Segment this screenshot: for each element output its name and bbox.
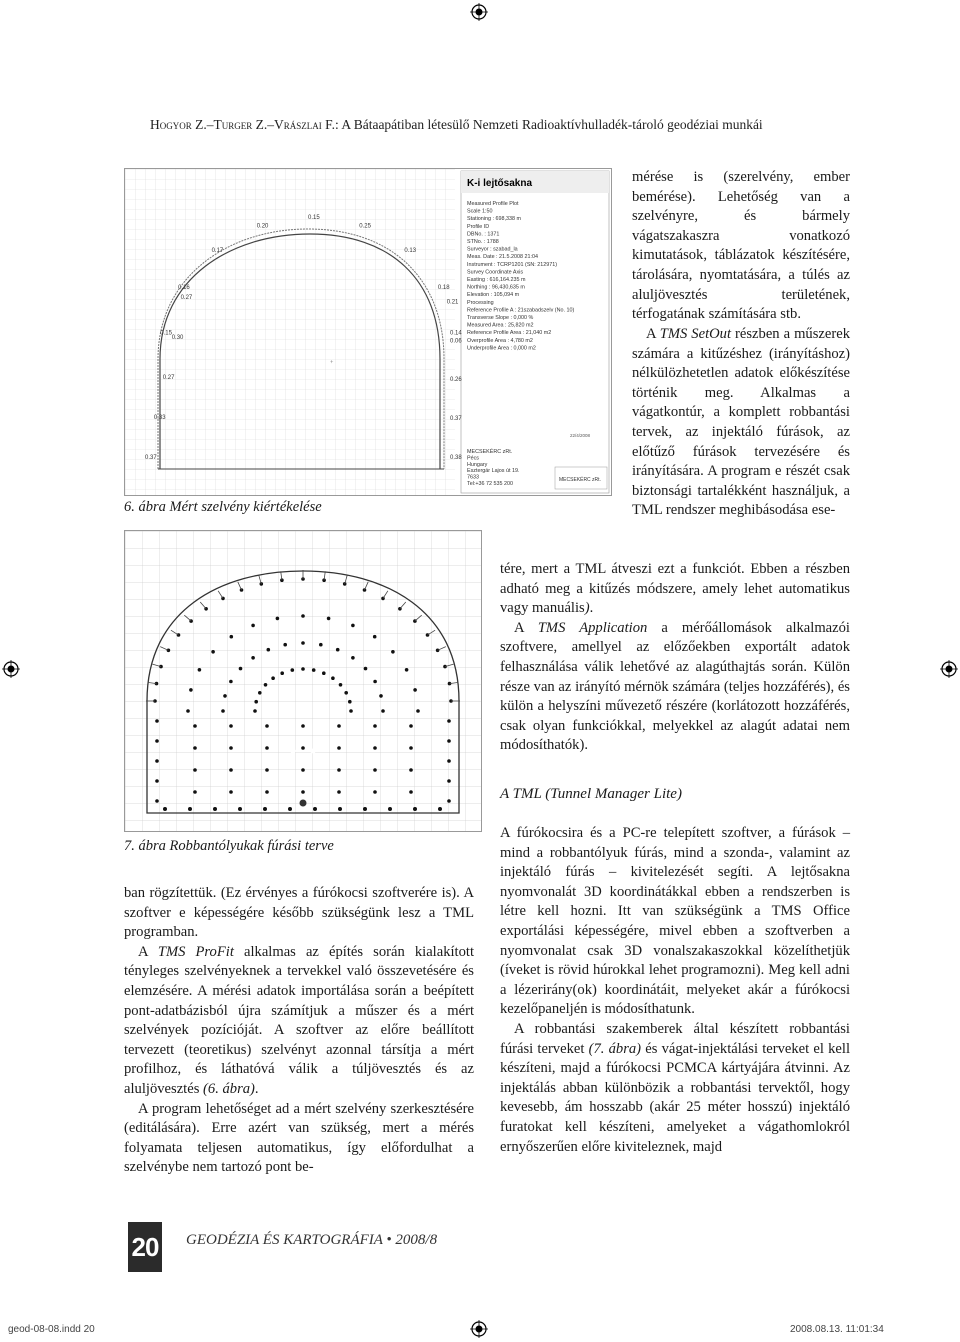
blast-hole xyxy=(391,650,395,654)
blast-hole xyxy=(188,807,192,811)
blast-hole xyxy=(373,746,377,750)
registration-mark-icon xyxy=(940,660,958,678)
overbreak-value-label: 0.26 xyxy=(450,377,462,384)
blast-hole xyxy=(413,807,417,811)
blast-hole xyxy=(230,635,234,639)
overbreak-value-label: 0.20 xyxy=(256,223,269,230)
registration-mark-icon xyxy=(2,660,20,678)
blast-hole xyxy=(251,656,255,660)
blast-hole xyxy=(447,799,451,803)
blast-hole xyxy=(301,667,305,671)
figure-7-image xyxy=(124,530,482,832)
blast-hole xyxy=(193,790,197,794)
blast-hole xyxy=(373,790,377,794)
overbreak-value-label: 0.25 xyxy=(359,223,371,230)
panel-line: Profile ID xyxy=(467,223,490,230)
blast-hole xyxy=(312,668,316,672)
paragraph-profit: A TMS ProFit alkalmas az építés során kialakított tényleges szelvényeknek a tervekkel való összevetésére és elemzésére. A mérési adatok importálása során a beépített pont-adatbázisból újra számítjuk a műszer és a mért szelvények pozícióját. A szoftver az előre beállított tervezett (teoretikus) szelvényt azonnal társítja a mért profilhoz, és láthatóvá válik a túljövesztés és az aluljövesztés (6. ábra). xyxy=(124,943,475,1097)
panel-line: Measured Area : 25,820 m2 xyxy=(467,322,534,329)
figure-7-caption: 7. ábra Robbantólyukak fúrási terve xyxy=(124,838,334,854)
blast-hole xyxy=(239,667,243,671)
blast-hole xyxy=(193,768,197,772)
panel-line: Northing : 96,430,635 m xyxy=(467,284,525,291)
blast-hole xyxy=(258,691,262,695)
blast-hole xyxy=(337,724,341,728)
panel-line: Instrument : TCRP1201 (SN: 212971) xyxy=(467,261,558,268)
blast-hole xyxy=(301,724,305,728)
panel-line: Surveyor : szabad_la xyxy=(467,246,518,253)
panel-line: Elevation : 105,094 m xyxy=(467,292,520,299)
blast-hole xyxy=(327,617,331,621)
blast-hole xyxy=(167,649,171,653)
blast-hole xyxy=(413,688,417,692)
blast-hole xyxy=(348,700,352,704)
blast-hole xyxy=(447,779,451,783)
blast-hole xyxy=(211,650,215,654)
stamp-text: 22/4/2008 xyxy=(570,433,591,438)
panel-line: STNo. : 1788 xyxy=(467,239,499,245)
paragraph-setout: A TMS SetOut részben a műszerek számára a kitűzéshez (irányításhoz) nélkülözhetetlen adatok előkészítése történik meg. Alkalmas a vágatkontúr, a komplett robbantási tervek, az injektáló fúrások, az előtűző fúrások tervezésére és irányítására. A program e részét csak biztonsági tartalékként használjuk, a TML rendszer meghibásodása ese- xyxy=(632,326,850,519)
blast-hole xyxy=(283,643,287,647)
blast-hole xyxy=(409,768,413,772)
blast-hole xyxy=(381,709,385,713)
blast-hole xyxy=(416,709,420,713)
blast-hole xyxy=(280,671,284,675)
overbreak-value-label: 0.38 xyxy=(450,455,462,461)
blast-hole xyxy=(238,807,242,811)
paragraph-continuation: tére, mert a TML átveszi ezt a funkciót. Ebben a részben adható meg a kitűzés módszere, amely lehet automatikus vagy manuális). xyxy=(500,561,850,617)
overbreak-value-label: 0.17 xyxy=(211,247,224,254)
blast-hole xyxy=(336,648,340,652)
blast-hole xyxy=(331,676,335,680)
blast-hole xyxy=(301,761,306,766)
blast-hole xyxy=(351,624,355,628)
paragraph-application: A TMS Application a mérőállomások alkalmazói szoftvere, amellyel az előzőekben exportált adatok felhasználása válik lehetővé az alagúthajtás során. Külön része van az irányító mérnök számára (teljes hozzáférés), és külön a helyszíni művezető részére (korlátozott hozzáférés, csak olyan funkciókkal, melyekkel az alagút adatai nem módosíthatók). xyxy=(500,619,850,754)
overbreak-value-label: 0.21 xyxy=(446,299,459,306)
panel-line: Stationing : 698,338 m xyxy=(467,216,521,223)
blast-hole xyxy=(409,746,413,750)
blast-hole xyxy=(339,683,343,687)
panel-line: Reference Profile A : 21szabadszelv (No. 10) xyxy=(467,307,575,314)
blast-hole xyxy=(301,614,305,618)
blast-hole xyxy=(337,746,341,750)
blast-hole xyxy=(337,790,341,794)
overbreak-value-label: 0.30 xyxy=(171,335,184,341)
blast-hole xyxy=(189,688,193,692)
measured-profile-plot xyxy=(125,169,611,495)
overbreak-value-label: 0.33 xyxy=(153,415,166,421)
company-line: Pécs xyxy=(467,455,479,462)
blast-hole xyxy=(373,768,377,772)
blast-hole xyxy=(251,624,255,628)
blast-hole xyxy=(291,749,296,754)
panel-line: Processing xyxy=(467,299,494,306)
blast-hole xyxy=(193,724,197,728)
right-column-narrow-2 xyxy=(632,325,850,521)
blast-hole xyxy=(301,641,305,645)
paragraph: A fúrókocsira és a PC-re telepített szoftver, a fúrások – mind a robbantólyuk fúrás, mind a szonda-, valamint az injektáló fúrás – kivitelezését segíti. A lejtősakna nyomvonalát 3D koordinátákkal ebben a rendszerben is létre kell hozni. Itt van szükségünk a TMS Office exportálási képességére, mivel ebben a szoftverben a nyomvonalat csak 3D vonalszakaszokkal közelíthetjük (íveket is rövid húrokkal lehet programozni). Meg kell adni a lézerirány(ok) koordinátáit, melyeket akár a fúrókocsi kezelőpaneljén is módosíthatunk. xyxy=(500,825,850,1018)
blast-hole xyxy=(229,746,233,750)
company-line: Esztergár Lajos út 19. xyxy=(467,468,520,475)
blast-hole xyxy=(364,667,368,671)
blast-hole xyxy=(373,724,377,728)
blast-hole xyxy=(447,719,451,723)
blast-hole xyxy=(254,700,258,704)
panel-line: Survey Coordinate Axis xyxy=(467,269,524,276)
blast-hole xyxy=(155,759,159,763)
blast-hole xyxy=(409,790,413,794)
logo-text: MECSEKÉRC zRt. xyxy=(559,477,601,483)
right-column-wide xyxy=(500,560,850,756)
blast-hole xyxy=(265,790,269,794)
blast-hole xyxy=(388,807,392,811)
blast-hole xyxy=(223,694,227,698)
blast-hole xyxy=(229,790,233,794)
panel-line: DBNo. : 1371 xyxy=(467,231,500,238)
blast-hole xyxy=(436,649,440,653)
blast-hole xyxy=(447,759,451,763)
blast-hole xyxy=(313,807,317,811)
overbreak-value-label: 0.27 xyxy=(180,295,193,301)
overbreak-value-label: 0.13 xyxy=(404,247,417,254)
paragraph: A program lehetőséget ad a mért szelvény szerkesztésére (editálására). Erre azért van szükség, mert a mérés folyamata teljesen automatikus, így előfordulhat a szelvénybe nem tartozó pont be- xyxy=(124,1100,474,1176)
blast-hole xyxy=(267,648,271,652)
blast-hole xyxy=(349,709,353,713)
paragraph-robbantas: A robbantási szakemberek által készített robbantási fúrási terveket (7. ábra) és vágat-injektálási terveket el kell készíteni, majd a fúrókocsi PCMCA kártyájára átvinni. Az injektálás abban különbözik a robbantási tervektől, hogy kevesebb, ám hosszabb (akár 25 méter hosszú) injektáló furatokat kell készíteni, amelyeket a vágathomlokról ernyőszerűen előre kiviteleznek, majd xyxy=(500,1020,850,1155)
blast-hole xyxy=(301,768,305,772)
blast-hole xyxy=(363,807,367,811)
section-heading: A TML (Tunnel Manager Lite) xyxy=(500,786,682,802)
company-line: MECSEKÉRC zRt. xyxy=(467,449,513,455)
slug-filename: geod-08-08.indd 20 xyxy=(8,1324,95,1335)
company-line: Hungary xyxy=(467,461,488,468)
blast-hole xyxy=(265,768,269,772)
blast-hole xyxy=(264,683,268,687)
right-column-narrow xyxy=(632,168,850,325)
slug-timestamp: 2008.08.13. 11:01:34 xyxy=(790,1324,884,1335)
blast-hole xyxy=(288,807,292,811)
blast-hole xyxy=(198,668,202,672)
blast-hole xyxy=(344,691,348,695)
journal-name: GEODÉZIA ÉS KARTOGRÁFIA • 2008/8 xyxy=(186,1232,438,1248)
overbreak-value-label: 0.27 xyxy=(162,375,175,381)
blast-hole xyxy=(300,800,307,807)
panel-line: Reference Profile Area : 21,040 m2 xyxy=(467,330,552,337)
overbreak-value-label: 0.16 xyxy=(178,285,190,291)
blast-hole xyxy=(229,680,233,684)
blast-hole xyxy=(351,656,355,660)
company-line: 7633 xyxy=(467,474,479,481)
figure-6-image xyxy=(124,168,612,496)
left-column-bottom xyxy=(124,884,474,1178)
blast-hole xyxy=(163,807,167,811)
blast-hole xyxy=(155,799,159,803)
overbreak-value-label: 0.18 xyxy=(437,285,450,291)
panel-title: K-i lejtősakna xyxy=(467,178,533,189)
overbreak-value-label: 0.15 xyxy=(308,215,320,221)
figure-6-caption: 6. ábra Mért szelvény kiértékelése xyxy=(124,499,322,515)
paragraph: ban rögzítettük. (Ez érvényes a fúrókocsi szoftverére is). A szoftver e képességére később szükségünk lesz a TML programban. xyxy=(124,885,474,941)
blast-hole xyxy=(447,739,451,743)
blast-hole xyxy=(253,709,257,713)
blast-hole xyxy=(155,739,159,743)
blast-hole xyxy=(379,694,383,698)
blast-hole xyxy=(229,768,233,772)
blast-hole xyxy=(337,768,341,772)
blast-hole xyxy=(311,749,316,754)
blast-hole xyxy=(229,724,233,728)
overbreak-value-label: 0.06 xyxy=(450,338,462,345)
blast-hole xyxy=(338,807,342,811)
overbreak-value-label: 0.37 xyxy=(450,416,462,423)
panel-line: Measured Profile Plot xyxy=(467,201,519,207)
blast-hole xyxy=(213,807,217,811)
overbreak-value-label: 0.15 xyxy=(160,330,172,337)
blast-hole xyxy=(263,807,267,811)
company-line: Tel:+36 72 535 200 xyxy=(467,481,514,487)
blast-hole xyxy=(405,668,409,672)
blast-hole xyxy=(271,676,275,680)
blast-hole xyxy=(155,719,159,723)
running-header: Hogyor Z.–Turger Z.–Vrászlai F.: A Bátaapátiban létesülő Nemzeti Radioaktívhulladék-tároló geodéziai munkái xyxy=(150,117,763,132)
blast-hole xyxy=(322,671,326,675)
overbreak-value-label: 0.37 xyxy=(145,455,157,461)
blast-hole xyxy=(438,807,442,811)
blast-hole xyxy=(409,724,413,728)
panel-line: Scale 1:50 xyxy=(467,208,493,215)
registration-mark-icon xyxy=(470,3,488,21)
blast-hole xyxy=(291,668,295,672)
blast-hole xyxy=(301,790,305,794)
blast-hole xyxy=(265,724,269,728)
blast-hole xyxy=(265,746,269,750)
registration-mark-icon xyxy=(470,1320,488,1338)
right-column-bottom xyxy=(500,824,850,1157)
overbreak-value-label: 0.14 xyxy=(450,330,462,337)
blast-hole xyxy=(373,635,377,639)
blast-hole xyxy=(301,746,305,750)
blast-hole xyxy=(155,779,159,783)
blast-hole xyxy=(319,643,323,647)
blasthole-plan xyxy=(125,531,481,831)
blast-hole xyxy=(276,617,280,621)
blast-hole xyxy=(221,709,225,713)
panel-line: Transverse Slope : 0,000 % xyxy=(467,315,534,321)
panel-line: Overprofile Area : 4,780 m2 xyxy=(467,337,533,344)
page-number: 20 xyxy=(128,1222,162,1272)
blast-hole xyxy=(186,709,190,713)
panel-line: Easting : 616,164.235 m xyxy=(467,277,526,283)
paragraph: mérése is (szerelvény, ember bemérése). Lehetőség van a szelvényre, és bármely vágatszakaszra vonatkozó kimutatások, táblázatok készítésére, tárolására, nyomtatására, a túlés az aluljövesztés területének, térfogatának számítására stb. xyxy=(632,169,850,323)
blast-hole xyxy=(373,680,377,684)
svg-text:+: + xyxy=(330,360,334,366)
panel-line: Meas. Date : 21.5.2008 21:04 xyxy=(467,254,539,261)
blast-hole xyxy=(301,739,306,744)
panel-line: Underprofile Area : 0,000 m2 xyxy=(467,345,536,352)
blast-hole xyxy=(193,746,197,750)
